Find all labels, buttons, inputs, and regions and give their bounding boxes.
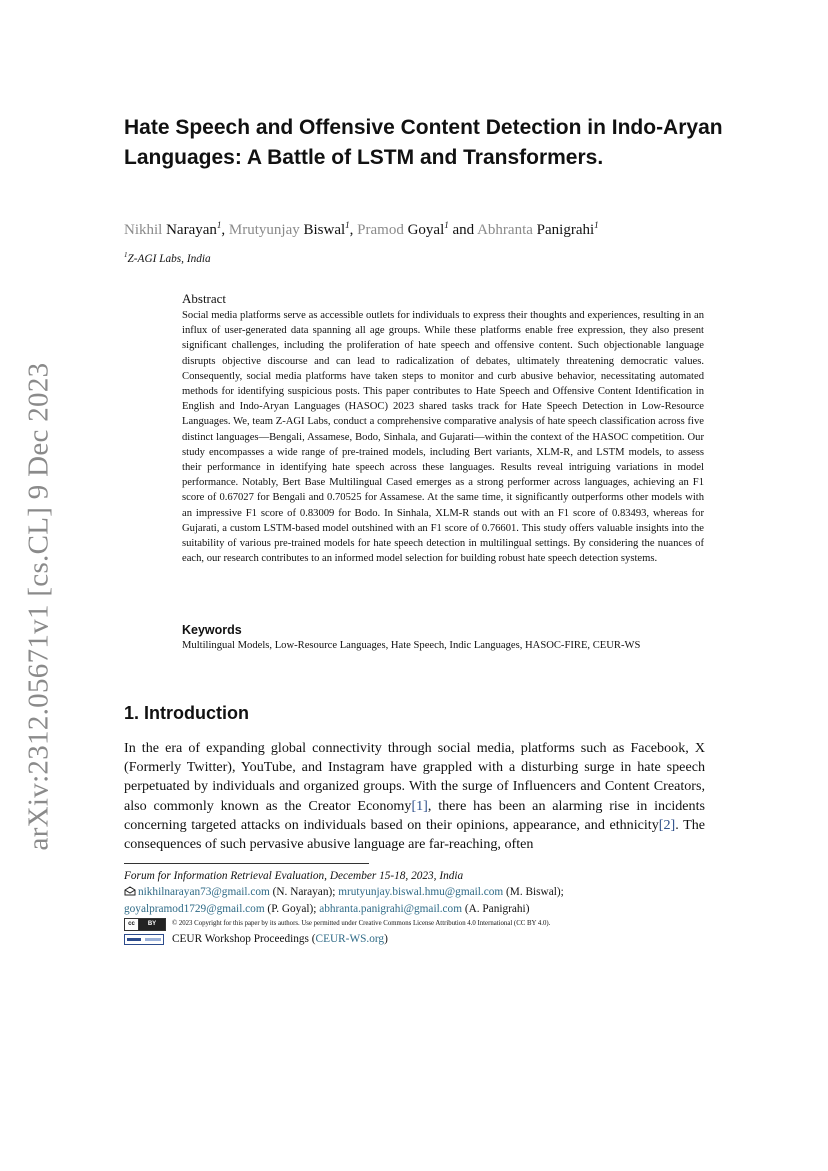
- author-2: Mrutyunjay Biswal$^1$,: [228, 220, 358, 238]
- copyright-line: [124, 917, 724, 931]
- paper-title: Hate Speech and Offensive Content Detection in Indo-Aryan Languages: A Battle of LSTM and Transformers.: [124, 116, 723, 169]
- cc-by-license-icon[interactable]: cc BY: [124, 918, 166, 931]
- venue-note: Forum for Information Retrieval Evaluation, December 15-18, 2023, India: [124, 870, 464, 882]
- section-heading-introduction: 1. Introduction: [124, 703, 249, 723]
- arxiv-id: arXiv:2312.05671v1 [cs.CL] 9 Dec 2023: [22, 362, 55, 850]
- author-3: Pramod Goyal$^1$ and: [357, 220, 478, 238]
- abstract-text: Social media platforms serve as accessible outlets for individuals to express their thoughts and experiences, resulting in an influx of user-generated data spanning all age groups. While these platforms enable free expression, they also present significant challenges, including the proliferation of hate speech and offensive content. Such objectionable language disrupts objective discourse and can lead to radicalization of debates, ultimately threatening democratic values. Consequently, social media platforms have taken steps to monitor and curb abusive behavior, necessitating automated methods for identifying suspicious posts. This paper contributes to Hate Speech and Offensive Content Identification in English and Indo-Aryan Languages (HASOC) 2023 shared tasks track for Hate Speech Detection in Low-Resource Languages. We, team Z-AGI Labs, conduct a comprehensive comparative analysis of hate speech classification across five distinct languages—Bengali, Assamese, Bodo, Sinhala, and Gujarati—within the context of the HASOC competition. Our study encompasses a wide range of pre-trained models, including Bert variants, XLM-R, and LSTM models, to assess their performance in identifying hate speech across these languages. Results reveal intriguing variations in model performance. Notably, Bert Base Multilingual Cased emerges as a strong performer across languages, achieving an F1 score of 0.67027 for Bengali and 0.70525 for Assamese. At the same time, it significantly outperforms other models with an impressive F1 score of 0.83009 for Bodo. In Sinhala, XLM-R stands out with an F1 score of 0.83493, whereas for Gujarati, a custom LSTM-based model outshined with an F1 score of 0.76601. This study offers valuable insights into the suitability of various pre-trained models for hate speech detection in multilingual settings. By considering the nuances of each, our research contributes to an informed model selection for building robust hate speech detection systems.: [182, 310, 704, 565]
- email-line-1: nikhilnarayan73@gmail.com (N. Narayan); mrutyunjay.biswal.hmu@gmail.com (M. Biswal);: [124, 884, 724, 901]
- arxiv-sidebar-stamp: [19, 362, 59, 850]
- footnote-divider: [124, 863, 369, 864]
- ceur-ws-link[interactable]: CEUR-WS.org: [315, 933, 385, 945]
- ceur-logo-icon: [124, 934, 164, 945]
- abstract-heading: Abstract: [182, 291, 227, 306]
- email-link-biswal[interactable]: mrutyunjay.biswal.hmu@gmail.com: [338, 886, 504, 898]
- author-1: Nikhil Narayan$^1$,: [124, 220, 229, 238]
- ceur-line: CEUR Workshop Proceedings ( CEUR-WS.org ): [124, 931, 724, 947]
- email-link-narayan[interactable]: nikhilnarayan73@gmail.com: [138, 886, 270, 898]
- keywords-heading: Keywords: [182, 623, 242, 637]
- keywords-text: Multilingual Models, Low-Resource Languages, Hate Speech, Indic Languages, HASOC-FIRE, CEUR-WS: [182, 640, 641, 651]
- email-link-goyal[interactable]: goyalpramod1729@gmail.com: [124, 903, 265, 915]
- author-list: [124, 215, 724, 240]
- affiliation: $^1$Z-AGI Labs, India: [124, 251, 211, 265]
- footnotes: [124, 868, 724, 947]
- email-line-2: goyalpramod1729@gmail.com (P. Goyal); abhranta.panigrahi@gmail.com (A. Panigrahi): [124, 903, 530, 915]
- author-4: Abhranta Panigrahi$^1$: [477, 220, 599, 238]
- citation-link-1[interactable]: [1]: [411, 797, 428, 814]
- email-link-panigrahi[interactable]: abhranta.panigrahi@gmail.com: [319, 903, 462, 915]
- keywords-section: [182, 622, 712, 653]
- citation-link-2[interactable]: [2]: [658, 816, 676, 833]
- envelope-icon: [124, 885, 136, 901]
- introduction-paragraph: In the era of expanding global connectivity through social media, platforms such as Facebook, X (Formerly Twitter), YouTube, and Instagram have grappled with a disturbing surge in hate speech perpetuated by individuals and organized groups. With the surge of Influencers and Content Creators, also commonly known as the Creator Economy[1], there has been an alarming rise in incidents concerning targeted attacks on individuals based on their opinions, appearance, and ethnicity[2]. The consequences of such pervasive abusive language are far-reaching, often: [124, 740, 706, 853]
- copyright-text: © 2023 Copyright for this paper by its authors. Use permitted under Creative Commons License Attribution 4.0 International (CC BY 4.0).: [172, 920, 551, 927]
- abstract-section: [182, 291, 704, 566]
